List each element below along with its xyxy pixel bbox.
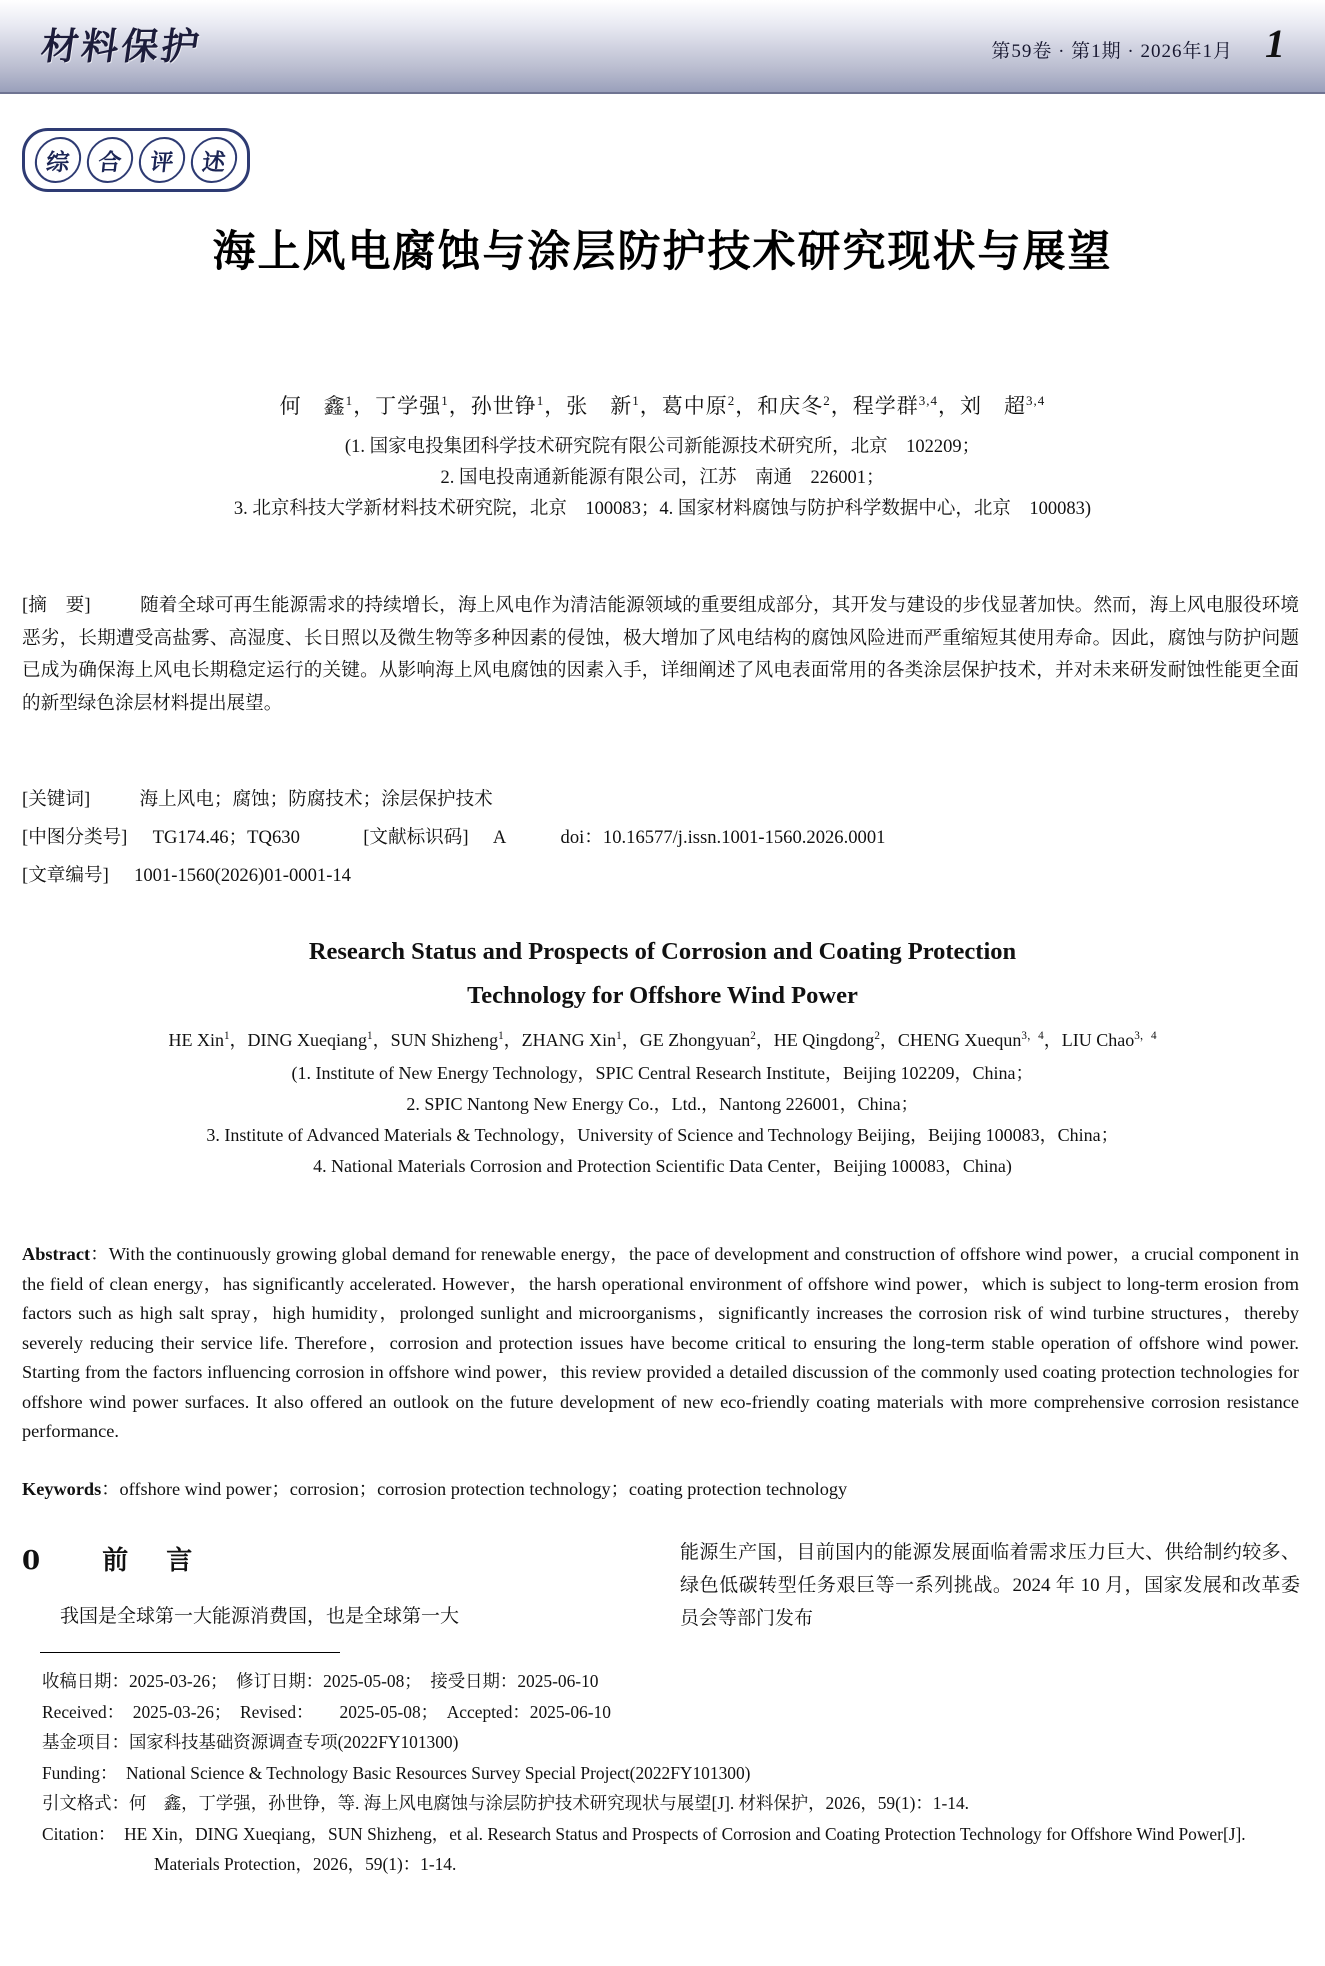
section-number: 0 [22,1546,47,1576]
article-category-badge [22,128,250,192]
footnote-divider [40,1652,340,1653]
article-number-value: 1001-1560(2026)01-0001-14 [134,865,351,886]
page-header-band [0,0,1325,94]
article-number-line [22,860,1299,891]
footnote-block [42,1666,1295,1880]
document-code-value: A [492,827,506,848]
category-char-3: 评 [137,137,188,183]
authors-cn: 何 鑫$^1$，丁学强$^1$，孙世铮$^1$，张 新$^1$，葛中原$^2$，和庆冬$^2$，程学群$^{3,4}$，刘 超$^{3,4}$ [279,393,1046,418]
keywords-en [22,1475,1299,1501]
title-en-line-1: Research Status and Prospects of Corrosion and Coating Protection [308,938,1017,965]
footnote-citation-en: Citation： HE Xin，DING Xueqiang，SUN Shizheng，et al. Research Status and Prospects of Corrosion and Coating Protection Technology for Offshore Wind Power[J]. Materials Protection，2026，59(1)：1-14. [42,1823,1246,1874]
abstract-cn [22,590,1299,720]
document-code-label: [文献标识码] [363,827,469,848]
category-char-1: 综 [33,137,84,183]
clc-value: TG174.46；TQ630 [152,827,300,848]
footnote-dates-cn: 收稿日期：2025-03-26； 修订日期：2025-05-08； 接受日期：2025-06-10 [42,1671,599,1691]
body-paragraph-left: 我国是全球第一大能源消费国，也是全球第一大 [60,1606,460,1627]
keywords-en-text: ：offshore wind power；corrosion；corrosion protection technology；coating protection technology [101,1479,848,1499]
affiliation-cn-2: 2. 国电投南通新能源有限公司，江苏 南通 226001； [440,468,885,488]
affiliation-en-3: 3. Institute of Advanced Materials & Technology，University of Science and Technology Beijing，Beijing 100083，China； [206,1125,1119,1145]
category-char-4: 述 [189,137,240,183]
authors-en: HE Xin$^1$，DING Xueqiang$^1$，SUN Shizheng$^1$，ZHANG Xin$^1$，GE Zhongyuan$^2$，HE Qingdong$^2$，CHENG Xuequn$^{3,4}$，LIU Chao$^{3,4}$ [168,1030,1157,1050]
abstract-en [22,1240,1299,1447]
keywords-cn [22,784,1299,815]
title-en-line-2: Technology for Offshore Wind Power [467,982,858,1009]
issue-info: 第59卷 · 第1期 · 2026年1月 [991,41,1233,62]
keywords-cn-label: [关键词] [22,789,91,810]
section-heading [22,1540,198,1577]
abstract-cn-text: 随着全球可再生能源需求的持续增长，海上风电作为清洁能源领域的重要组成部分，其开发与建设的步伐显著加快。然而，海上风电服役环境恶劣，长期遭受高盐雾、高湿度、长日照以及微生物等多种因素的侵蚀，极大增加了风电结构的腐蚀风险进而严重缩短其使用寿命。因此，腐蚀与防护问题已成为确保海上风电长期稳定运行的关键。从影响海上风电腐蚀的因素入手，详细阐述了风电表面常用的各类涂层保护技术，并对未来研发耐蚀性能更全面的新型绿色涂层材料提出展望。 [22,595,1299,714]
affiliation-cn-1: (1. 国家电投集团科学技术研究院有限公司新能源技术研究所，北京 102209； [344,437,981,457]
doi-value: doi：10.16577/j.issn.1001-1560.2026.0001 [560,827,886,848]
keywords-en-label: Keywords [22,1479,102,1499]
footnote-funding-en: Funding： National Science & Technology Basic Resources Survey Special Project(2022FY101300) [42,1762,751,1783]
article-number-label: [文章编号] [22,865,109,886]
affiliation-cn-3: 3. 北京科技大学新材料技术研究院，北京 100083；4. 国家材料腐蚀与防护科学数据中心，北京 100083) [233,499,1092,519]
affiliations-en [60,1058,1265,1182]
abstract-cn-label: [摘 要] [22,595,91,616]
affiliation-en-4: 4. National Materials Corrosion and Protection Scientific Data Center，Beijing 100083，China) [313,1156,1012,1176]
footnote-funding-cn: 基金项目：国家科技基础资源调查专项(2022FY101300) [42,1732,459,1752]
abstract-en-text: ：With the continuously growing global demand for renewable energy，the pace of development and construction of offshore wind power，a crucial component in the field of clean energy，has significantly accelerated. However，the harsh operational environment of offshore wind power，which is subject to long-term erosion from factors such as high salt spray，high humidity，prolonged sunlight and microorganisms，significantly increases the corrosion risk of wind turbine structures，thereby severely reducing their service life. Therefore，corrosion and protection issues have become critical to ensuring the long-term stable operation of offshore wind power. Starting from the factors influencing corrosion in offshore wind power，this review provided a detailed discussion of the commonly used coating protection technologies for offshore wind power surfaces. It also offered an outlook on the future development of new eco-friendly coating materials with more comprehensive corrosion resistance performance. [22,1244,1299,1441]
journal-logo: 材料保护 [38,24,205,68]
title-en [80,930,1245,1018]
page-title: 海上风电腐蚀与涂层防护技术研究现状与展望 [212,227,1113,277]
affiliation-en-2: 2. SPIC Nantong New Energy Co.，Ltd.，Nantong 226001，China； [406,1094,919,1114]
abstract-en-label: Abstract [22,1244,91,1264]
body-paragraph-right: 能源生产国，目前国内的能源发展面临着需求压力巨大、供给制约较多、绿色低碳转型任务艰巨等一系列挑战。2024 年 10 月，国家发展和改革委员会等部门发布 [680,1542,1300,1629]
affiliations-cn [60,432,1265,525]
footnote-dates-en: Received： 2025-03-26； Revised： 2025-05-08； Accepted：2025-06-10 [42,1701,611,1722]
footnote-citation-cn: 引文格式：何 鑫，丁学强，孙世铮，等. 海上风电腐蚀与涂层防护技术研究现状与展望[J]. 材料保护，2026，59(1)：1-14. [42,1793,969,1813]
keywords-cn-text: 海上风电；腐蚀；防腐技术；涂层保护技术 [139,789,493,810]
category-char-2: 合 [85,137,136,183]
page-number: 1 [1265,21,1285,66]
section-name: 前 言 [102,1546,199,1576]
clc-label: [中图分类号] [22,827,128,848]
clc-line [22,822,1299,853]
affiliation-en-1: (1. Institute of New Energy Technology，SPIC Central Research Institute，Beijing 102209，China； [291,1063,1034,1083]
